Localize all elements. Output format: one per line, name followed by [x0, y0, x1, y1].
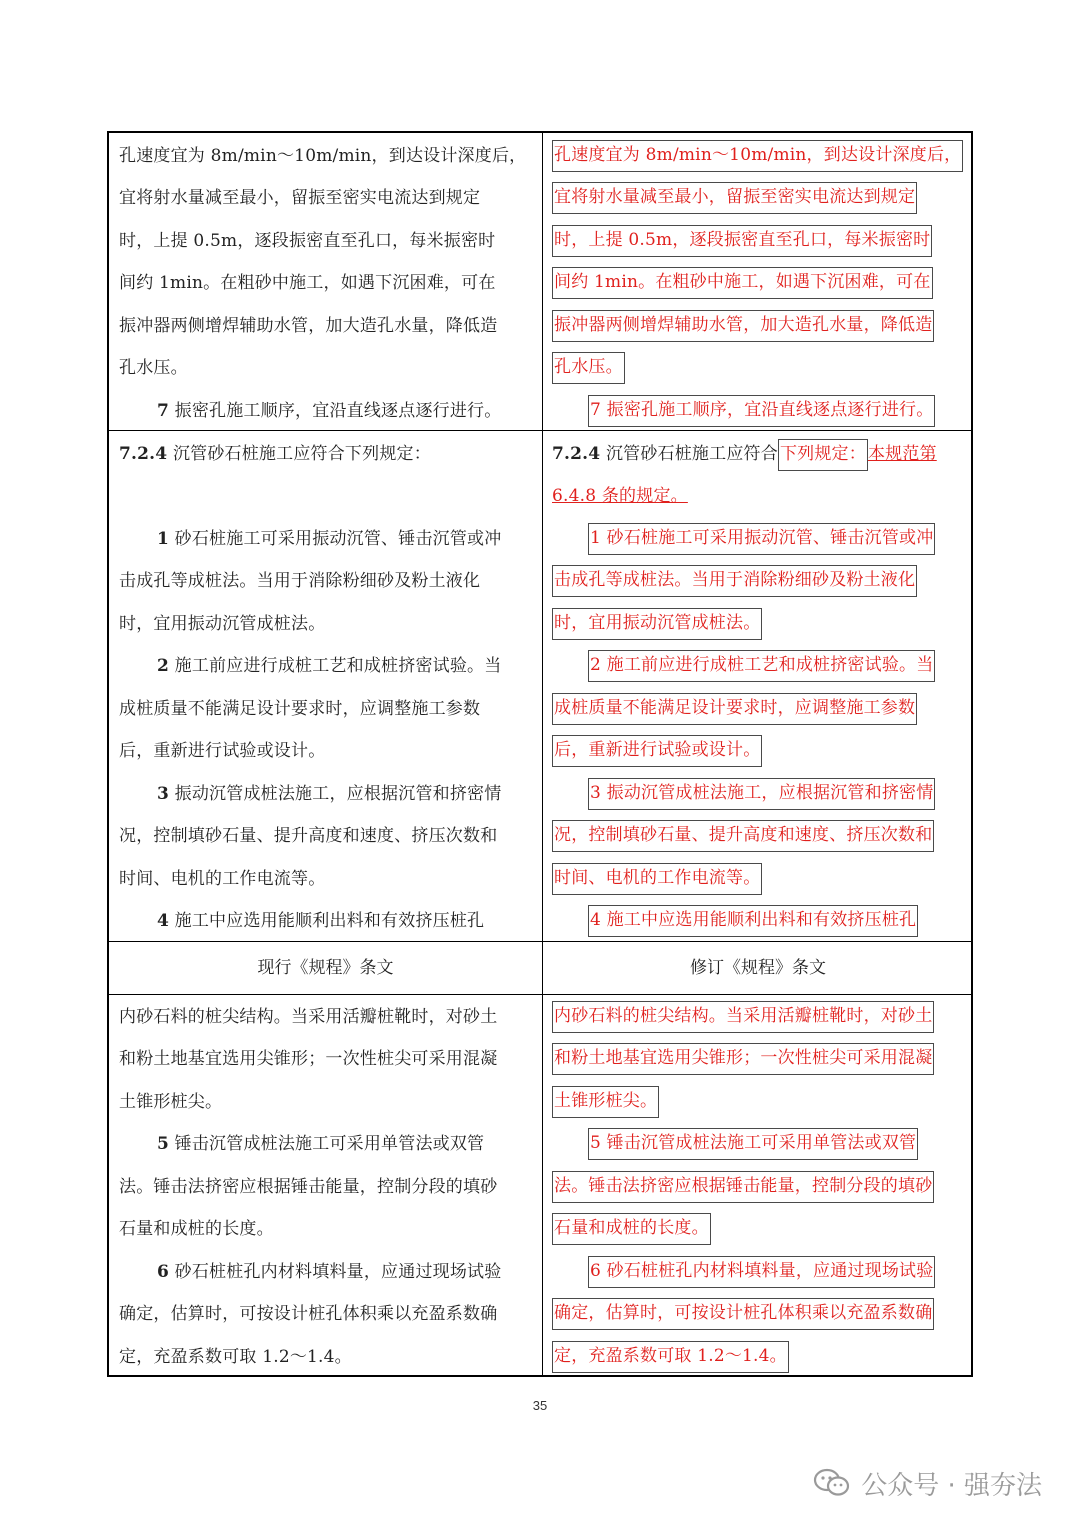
revised-line: 间约 1min。在粗砂中施工，如遇下沉困难，可在	[552, 267, 933, 299]
text-line: 间约 1min。在粗砂中施工，如遇下沉困难，可在	[119, 273, 496, 293]
text-line: 法。锤击法挤密应根据锤击能量，控制分段的填砂	[119, 1177, 498, 1197]
text-line: 时，上提 0.5m，逐段振密直至孔口，每米振密时	[119, 231, 496, 251]
page-number: 35	[532, 1398, 548, 1413]
revised-line: 时间、电机的工作电流等。	[552, 863, 762, 895]
revised-line: 击成孔等成桩法。当用于消除粉细砂及粉土液化	[552, 565, 917, 597]
revised-line: 3 振动沉管成桩法施工，应根据沉管和挤密情	[588, 778, 935, 810]
revised-line: 1 砂石桩施工可采用振动沉管、锤击沉管或冲	[588, 523, 935, 555]
revised-line: 法。锤击法挤密应根据锤击能量，控制分段的填砂	[552, 1171, 934, 1203]
revised-line: 确定，估算时，可按设计桩孔体积乘以充盈系数确	[552, 1298, 934, 1330]
revised-line: 2 施工前应进行成桩工艺和成桩挤密试验。当	[588, 650, 935, 682]
revised-line: 时，宜用振动沉管成桩法。	[552, 608, 762, 640]
watermark-text: 公众号 · 强夯法	[861, 1470, 1042, 1501]
revised-line: 7 振密孔施工顺序，宜沿直线逐点逐行进行。	[588, 395, 935, 427]
text-line: 内砂石料的桩尖结构。当采用活瓣桩靴时，对砂土	[119, 1007, 498, 1027]
wechat-icon	[813, 1467, 851, 1499]
revised-line: 6 砂石桩桩孔内材料填料量，应通过现场试验	[588, 1256, 935, 1288]
added-text: 6.4.8 条的规定。	[552, 486, 688, 506]
text-line: 土锥形桩尖。	[119, 1092, 223, 1112]
comparison-table	[107, 131, 973, 1377]
revised-line: 成桩质量不能满足设计要求时，应调整施工参数	[552, 693, 917, 725]
clause-text: 沉管砂石桩施工应符合下列规定：	[172, 444, 431, 464]
item-number: 7	[157, 401, 170, 421]
item-1: 1 砂石桩施工可采用振动沉管、锤击沉管或冲	[157, 529, 502, 549]
revised-line: 后，重新进行试验或设计。	[552, 735, 762, 767]
text-line: 确定，估算时，可按设计桩孔体积乘以充盈系数确	[119, 1304, 498, 1324]
revised-line: 况，控制填砂石量、提升高度和速度、挤压次数和	[552, 820, 934, 852]
row-divider	[109, 430, 971, 431]
item-3: 3 振动沉管成桩法施工，应根据沉管和挤密情	[157, 784, 502, 804]
text-line: 后，重新进行试验或设计。	[119, 741, 326, 761]
deleted-text-box: 下列规定：	[778, 439, 868, 471]
item-7	[157, 395, 501, 427]
text-line: 和粉土地基宜选用尖锥形；一次性桩尖可采用混凝	[119, 1049, 498, 1069]
header-revised: 修订《规程》条文	[690, 958, 826, 978]
header-current: 现行《规程》条文	[257, 958, 394, 978]
text-line: 孔水压。	[119, 358, 188, 378]
revised-line: 5 锤击沉管成桩法施工可采用单管法或双管	[588, 1128, 918, 1160]
text-line: 时间、电机的工作电流等。	[119, 869, 326, 889]
clause-7-2-4	[119, 438, 431, 470]
text-line: 石量和成桩的长度。	[119, 1219, 274, 1239]
row-divider	[109, 994, 971, 995]
watermark	[813, 1463, 1042, 1503]
item-text: 振密孔施工顺序，宜沿直线逐点逐行进行。	[174, 401, 502, 421]
item-5: 5 锤击沉管成桩法施工可采用单管法或双管	[157, 1134, 485, 1154]
revised-line: 石量和成桩的长度。	[552, 1213, 711, 1245]
text-line: 定，充盈系数可取 1.2～1.4。	[119, 1347, 352, 1367]
item-6: 6 砂石桩桩孔内材料填料量，应通过现场试验	[157, 1262, 502, 1282]
text-line: 击成孔等成桩法。当用于消除粉细砂及粉土液化	[119, 571, 481, 591]
text-line: 成桩质量不能满足设计要求时，应调整施工参数	[119, 699, 481, 719]
text-line: 况，控制填砂石量、提升高度和速度、挤压次数和	[119, 826, 498, 846]
item-4: 4 施工中应选用能顺利出料和有效挤压桩孔	[157, 911, 485, 931]
item-2: 2 施工前应进行成桩工艺和成桩挤密试验。当	[157, 656, 502, 676]
revised-line: 内砂石料的桩尖结构。当采用活瓣桩靴时，对砂土	[552, 1001, 934, 1033]
text-line: 振冲器两侧增焊辅助水管，加大造孔水量，降低造	[119, 316, 498, 336]
revised-line: 和粉土地基宜选用尖锥形；一次性桩尖可采用混凝	[552, 1043, 934, 1075]
text-line: 孔速度宜为 8m/min～10m/min，到达设计深度后，	[119, 146, 527, 166]
revised-line: 时，上提 0.5m，逐段振密直至孔口，每米振密时	[552, 225, 932, 257]
revised-line: 振冲器两侧增焊辅助水管，加大造孔水量，降低造	[552, 310, 934, 342]
revised-line: 孔水压。	[552, 352, 625, 384]
column-divider	[542, 133, 543, 1375]
revised-line: 4 施工中应选用能顺利出料和有效挤压桩孔	[588, 905, 918, 937]
revised-line: 宜将射水量减至最小，留振至密实电流达到规定	[552, 182, 917, 214]
revised-line: 孔速度宜为 8m/min～10m/min，到达设计深度后，	[552, 140, 963, 172]
clause-7-2-4-revised: 7.2.4 沉管砂石桩施工应符合 下列规定： 本规范第	[552, 438, 937, 470]
clause-number: 7.2.4	[119, 444, 168, 464]
revised-line: 土锥形桩尖。	[552, 1086, 659, 1118]
added-text: 本规范第	[867, 444, 937, 464]
text-line: 时，宜用振动沉管成桩法。	[119, 614, 326, 634]
text-line: 宜将射水量减至最小，留振至密实电流达到规定	[119, 188, 481, 208]
revised-line: 定，充盈系数可取 1.2～1.4。	[552, 1341, 789, 1373]
